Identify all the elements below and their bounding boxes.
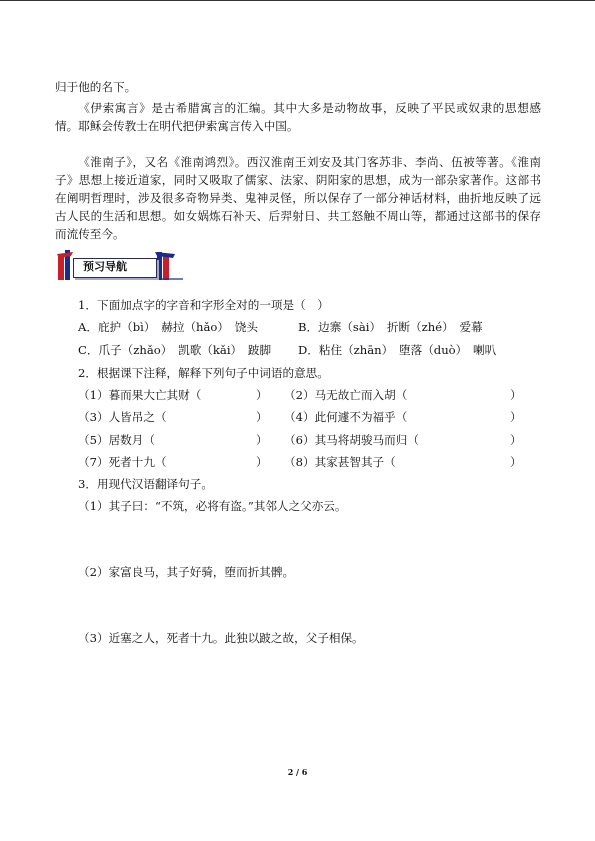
q2-close-2: ） xyxy=(510,388,522,402)
q3-sentence-2: （2）家富良马，其子好骑，堕而折其髀。 xyxy=(78,565,295,579)
q2-item-1: （1）暮而果大亡其财（ xyxy=(78,388,202,402)
q2-item-2: （2）马无故亡而入胡（ xyxy=(284,388,408,402)
q1-option-c: C．爪子（zhǎo） 凯歌（kǎi） 跛脚 xyxy=(78,343,272,357)
q2-item-4: （4）此何遽不为福乎（ xyxy=(284,410,408,424)
page-number: 2 / 6 xyxy=(287,767,308,777)
q2-item-7: （7）死者十九（ xyxy=(78,455,167,469)
q2-close-7: ） xyxy=(256,455,268,469)
q2-close-1: ） xyxy=(256,388,268,402)
q3-stem: 3．用现代汉语翻译句子。 xyxy=(78,477,213,491)
q3-sentence-1: （1）其子曰：“不筑，必将有盗。”其邻人之父亦云。 xyxy=(78,499,347,513)
q1-option-b: B．边寨（sài） 折断（zhé） 爱幕 xyxy=(298,320,483,334)
q2-close-6: ） xyxy=(510,433,522,447)
q2-close-4: ） xyxy=(510,410,522,424)
q2-item-3: （3）人皆吊之（ xyxy=(78,410,167,424)
section-title: 预习导航 xyxy=(83,260,127,273)
aesop-text: 《伊索寓言》是古希腊寓言的汇编。其中大多是动物故事，反映了平民或奴隶的思想感情。耶稣会传教士在明代把伊索寓言传入中国。 xyxy=(55,101,541,133)
intro-line: 归于他的名下。 xyxy=(55,80,137,94)
q1-stem: 1．下面加点字的字音和字形全对的一项是（ ） xyxy=(78,298,329,312)
huainanzi-paragraph xyxy=(55,153,541,243)
q2-item-6: （6）其马将胡骏马而归（ xyxy=(284,433,419,447)
aesop-paragraph xyxy=(55,99,541,135)
q3-sentence-3: （3）近塞之人，死者十九。此独以跛之故，父子相保。 xyxy=(78,631,364,645)
q2-close-3: ） xyxy=(256,410,268,424)
section-banner xyxy=(55,246,185,282)
q2-close-5: ） xyxy=(256,433,268,447)
q2-item-5: （5）居数月（ xyxy=(78,433,155,447)
q2-item-8: （8）其家甚智其子（ xyxy=(284,455,396,469)
q1-option-a: A．庇护（bì） 赫拉（hǎo） 饶头 xyxy=(78,320,258,334)
header-rule xyxy=(0,0,595,1)
q2-stem: 2．根据课下注释，解释下列句子中词语的意思。 xyxy=(78,366,329,380)
q2-close-8: ） xyxy=(510,455,522,469)
huainanzi-text: 《淮南子》，又名《淮南鸿烈》。西汉淮南王刘安及其门客苏非、李尚、伍被等著。《淮南子》思想上接近道家，同时又吸取了儒家、法家、阴阳家的思想，成为一部杂家著作。这部书在阐明哲理时，涉及很多奇物异类、鬼神灵怪，所以保存了一部分神话材料，曲折地反映了远古人民的生活和思想。如女娲炼石补天、后羿射日、共工怒触不周山等，都通过这部书的保存而流传至今。 xyxy=(55,155,541,241)
q1-option-d: D．粘住（zhān） 堕落（duò） 喇叭 xyxy=(298,343,497,357)
